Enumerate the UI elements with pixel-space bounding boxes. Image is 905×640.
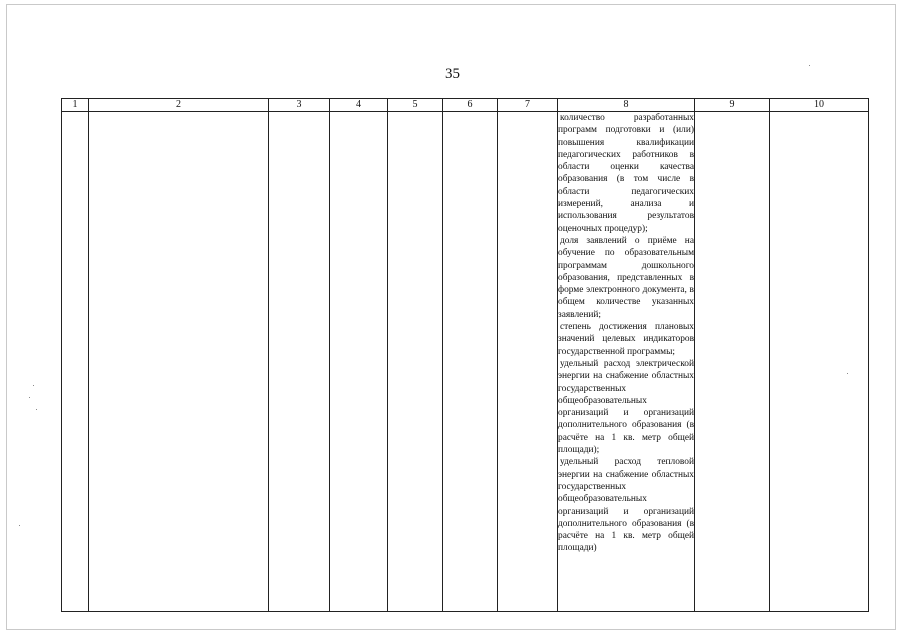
column-header: 4 (330, 99, 388, 112)
scan-artifact: · (846, 368, 849, 378)
table-cell (443, 112, 498, 612)
page-number: 35 (445, 66, 460, 82)
scan-artifact: · (808, 60, 811, 70)
table-cell (62, 112, 89, 612)
table-cell (89, 112, 269, 612)
column-header: 2 (89, 99, 269, 112)
table-row (62, 112, 869, 612)
table-cell (388, 112, 443, 612)
scan-artifact: · (35, 404, 38, 414)
indicator-text: удельный расход тепловой энергии на снабжение областных государственных общеобразовательных организаций и организаций дополнительного образования (в расчёте на 1 кв. метр общей площади) (558, 457, 694, 554)
table-cell (330, 112, 388, 612)
scan-artifact: · (32, 380, 35, 390)
column-header: 3 (269, 99, 330, 112)
column-header: 8 (558, 99, 695, 112)
document-table (61, 98, 869, 612)
indicators-cell (558, 112, 695, 612)
indicator-text: доля заявлений о приёме на обучение по образовательным программам дошкольного образования, представленных в форме электронного документа, в общем количестве указанных заявлений; (558, 235, 694, 320)
column-header: 1 (62, 99, 89, 112)
table-cell (269, 112, 330, 612)
column-header: 6 (443, 99, 498, 112)
table-cell (498, 112, 558, 612)
indicator-text: степень достижения плановых значений целевых индикаторов государственной программы; (558, 322, 694, 357)
table-cell (770, 112, 869, 612)
table-cell (695, 112, 770, 612)
column-header: 7 (498, 99, 558, 112)
column-header: 5 (388, 99, 443, 112)
column-number-row (62, 99, 869, 112)
indicator-text: количество разработанных программ подготовки и (или) повышения квалификации педагогических работников в области оценки качества образования (в том числе в области педагогических измерений, анализа и использования результатов оценочных процедур); (558, 113, 694, 234)
scan-artifact: · (28, 392, 31, 402)
column-header: 10 (770, 99, 869, 112)
scan-artifact: · (18, 520, 21, 530)
column-header: 9 (695, 99, 770, 112)
indicator-text: удельный расход электрической энергии на снабжение областных государственных общеобразовательных организаций и организаций дополнительного образования (в расчёте на 1 кв. метр общей площади); (558, 358, 694, 456)
